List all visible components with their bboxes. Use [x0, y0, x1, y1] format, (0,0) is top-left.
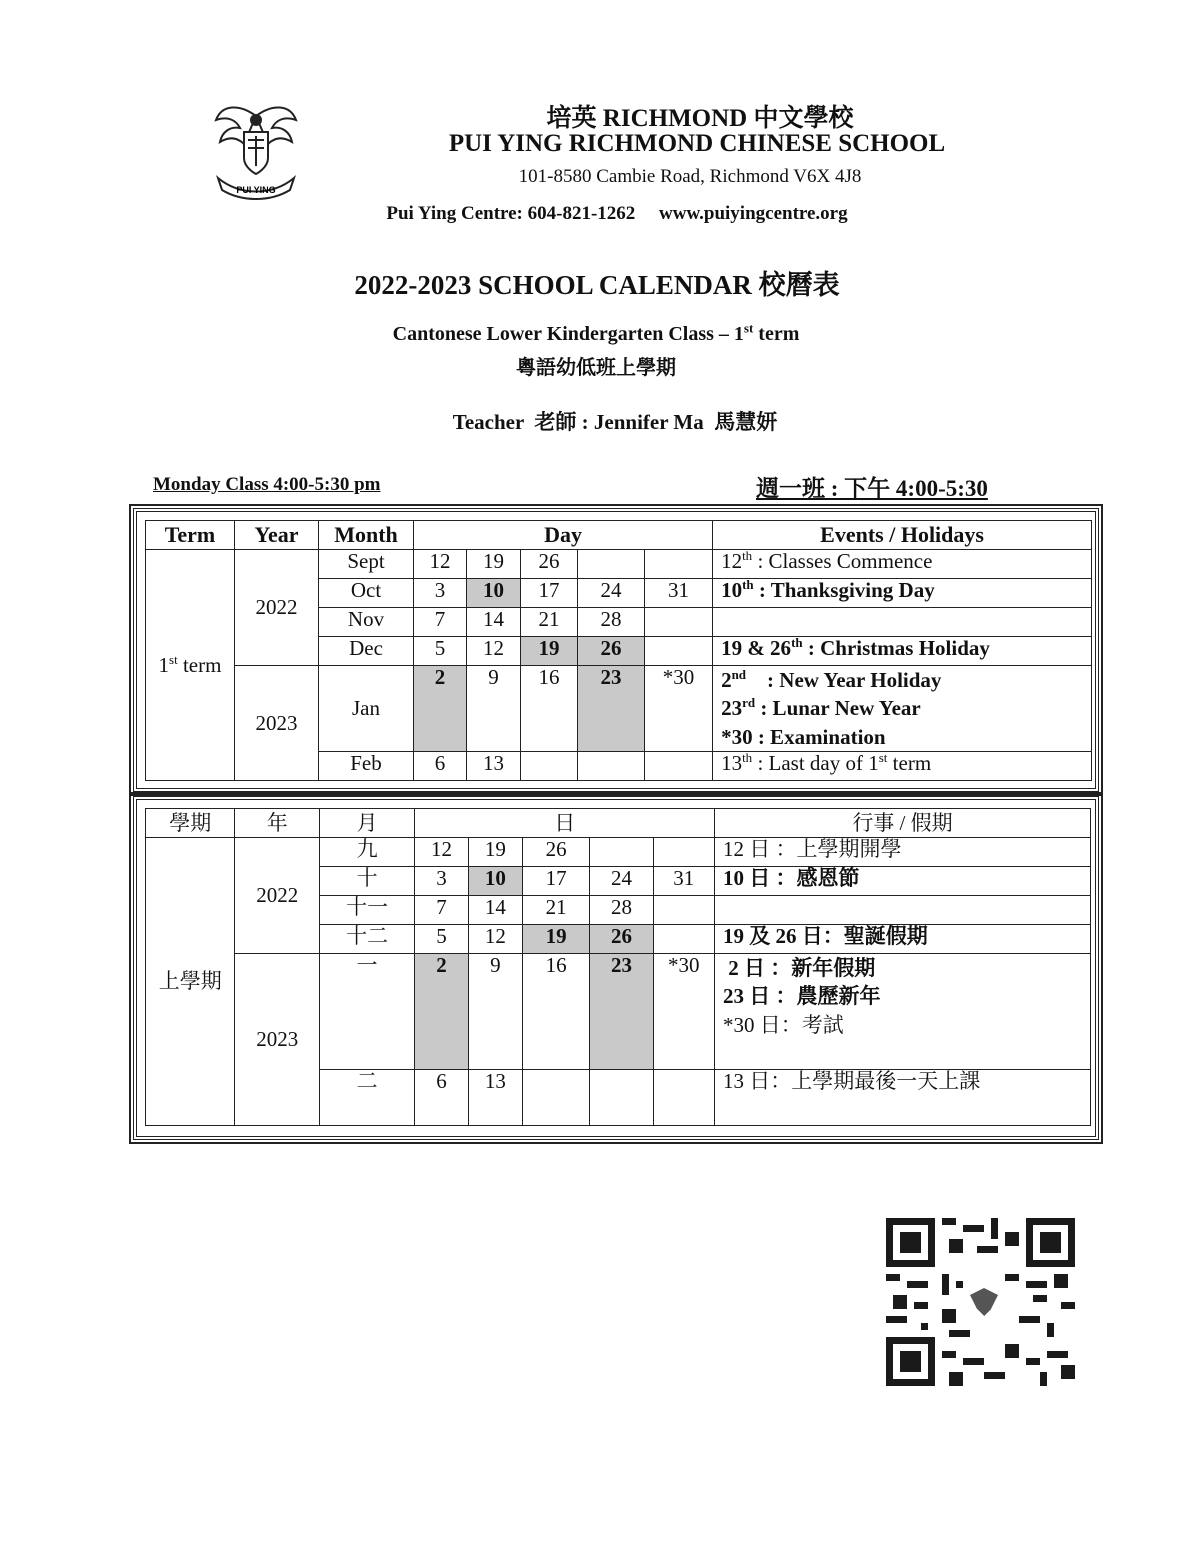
day-cell: 24 [590, 867, 653, 896]
event-cell-zh: 2 日 ：新年假期 23 日 ：農歷新年 *30 日：考試 [714, 954, 1090, 1070]
day-cell: 26 [521, 550, 578, 579]
day-cell: 21 [521, 608, 578, 637]
calendar-grid-zh [145, 808, 1091, 1126]
day-cell: 28 [590, 896, 653, 925]
holiday-day-cell: 10 [468, 867, 522, 896]
day-cell: 14 [468, 896, 522, 925]
header-month-zh: 月 [319, 809, 415, 838]
day-cell: *30 [645, 666, 713, 752]
schedule-zh: 週一班 : 下午 4:00-5:30 [756, 476, 988, 501]
header-year-zh: 年 [235, 809, 319, 838]
month-cell: Feb [319, 752, 414, 781]
day-cell [522, 1070, 589, 1126]
holiday-day-cell: 2 [414, 666, 467, 752]
event-cell: 2nd : New Year Holiday 23rd : Lunar New Year *30 : Examination [713, 666, 1092, 752]
event-cell-zh: 12 日 ：上學期開學 [714, 838, 1090, 867]
day-cell [590, 1070, 653, 1126]
month-cell-zh: 十 [319, 867, 415, 896]
month-cell: Sept [319, 550, 414, 579]
day-cell: 19 [467, 550, 521, 579]
term-cell-zh: 上學期 [146, 838, 235, 1126]
calendar-title: 2022-2023 SCHOOL CALENDAR 校曆表 [354, 270, 840, 300]
day-cell [578, 752, 645, 781]
event-cell-zh: 13 日：上學期最後一天上課 [714, 1070, 1090, 1126]
event-cell: 19 & 26th : Christmas Holiday [713, 637, 1092, 666]
day-cell: *30 [653, 954, 714, 1070]
day-cell: 26 [522, 838, 589, 867]
header-day-zh: 日 [415, 809, 715, 838]
day-cell: 12 [414, 550, 467, 579]
header-term: Term [146, 521, 235, 550]
calendar-grid-en [145, 520, 1092, 781]
day-cell: 16 [522, 954, 589, 1070]
day-cell [645, 608, 713, 637]
month-cell: Dec [319, 637, 414, 666]
day-cell: 19 [468, 838, 522, 867]
day-cell: 9 [467, 666, 521, 752]
day-cell: 5 [414, 637, 467, 666]
day-cell [590, 838, 653, 867]
day-cell: 17 [521, 579, 578, 608]
year-cell-2022-zh: 2022 [235, 838, 319, 954]
month-cell-zh: 二 [319, 1070, 415, 1126]
year-cell-2023: 2023 [235, 666, 319, 781]
day-cell [653, 1070, 714, 1126]
day-cell: 12 [467, 637, 521, 666]
event-cell-zh: 10 日 ：感恩節 [714, 867, 1090, 896]
event-cell-zh: 19 及 26 日：聖誕假期 [714, 925, 1090, 954]
holiday-day-cell: 2 [415, 954, 468, 1070]
event-cell: 12th : Classes Commence [713, 550, 1092, 579]
day-cell: 3 [415, 867, 468, 896]
school-name-zh: 培英 RICHMOND 中文學校 [546, 105, 854, 132]
day-cell: 6 [414, 752, 467, 781]
year-cell-2023-zh: 2023 [235, 954, 319, 1126]
day-cell: 28 [578, 608, 645, 637]
day-cell: 17 [522, 867, 589, 896]
header-events: Events / Holidays [713, 521, 1092, 550]
day-cell [521, 752, 578, 781]
month-cell: Nov [319, 608, 414, 637]
holiday-day-cell: 19 [521, 637, 578, 666]
header-year: Year [235, 521, 319, 550]
event-cell: 10th : Thanksgiving Day [713, 579, 1092, 608]
header-month: Month [319, 521, 414, 550]
header-events-zh: 行事 / 假期 [714, 809, 1090, 838]
day-cell: 12 [468, 925, 522, 954]
day-cell: 13 [468, 1070, 522, 1126]
day-cell: 5 [415, 925, 468, 954]
day-cell: 7 [415, 896, 468, 925]
logo-text: PUI YING [236, 185, 276, 195]
holiday-day-cell: 23 [578, 666, 645, 752]
school-contact: Pui Ying Centre: 604-821-1262 www.puiyingcentre.org [386, 203, 848, 224]
school-name-en: PUI YING RICHMOND CHINESE SCHOOL [448, 130, 946, 157]
day-cell: 31 [645, 579, 713, 608]
day-cell [645, 550, 713, 579]
teacher-line: Teacher 老師 : Jennifer Ma 馬慧妍 [452, 410, 778, 434]
month-cell: Oct [319, 579, 414, 608]
holiday-day-cell: 26 [590, 925, 653, 954]
day-cell [653, 925, 714, 954]
calendar-table-zh [133, 796, 1099, 1140]
calendar-table-en [133, 508, 1099, 792]
qr-code [886, 1218, 1075, 1386]
event-cell: 13th : Last day of 1st term [713, 752, 1092, 781]
day-cell: 3 [414, 579, 467, 608]
class-name-zh: 粵語幼低班上學期 [516, 357, 676, 379]
holiday-day-cell: 10 [467, 579, 521, 608]
day-cell: 14 [467, 608, 521, 637]
class-name-en: Cantonese Lower Kindergarten Class – 1st term [392, 320, 800, 345]
day-cell: 24 [578, 579, 645, 608]
month-cell: Jan [319, 666, 414, 752]
day-cell [578, 550, 645, 579]
holiday-day-cell: 26 [578, 637, 645, 666]
month-cell-zh: 十二 [319, 925, 415, 954]
school-address: 101-8580 Cambie Road, Richmond V6X 4J8 [518, 166, 862, 187]
day-cell [645, 637, 713, 666]
header-day: Day [414, 521, 713, 550]
day-cell: 13 [467, 752, 521, 781]
day-cell: 7 [414, 608, 467, 637]
term-cell: 1st term [146, 550, 235, 781]
day-cell: 21 [522, 896, 589, 925]
holiday-day-cell: 23 [590, 954, 653, 1070]
day-cell: 16 [521, 666, 578, 752]
day-cell: 9 [468, 954, 522, 1070]
header-term-zh: 學期 [146, 809, 235, 838]
event-cell-zh [714, 896, 1090, 925]
day-cell [653, 896, 714, 925]
month-cell-zh: 九 [319, 838, 415, 867]
day-cell [645, 752, 713, 781]
month-cell-zh: 十一 [319, 896, 415, 925]
year-cell-2022: 2022 [235, 550, 319, 666]
month-cell-zh: 一 [319, 954, 415, 1070]
schedule-en: Monday Class 4:00-5:30 pm [153, 474, 381, 495]
day-cell: 31 [653, 867, 714, 896]
day-cell: 12 [415, 838, 468, 867]
day-cell [653, 838, 714, 867]
holiday-day-cell: 19 [522, 925, 589, 954]
day-cell: 6 [415, 1070, 468, 1126]
event-cell [713, 608, 1092, 637]
